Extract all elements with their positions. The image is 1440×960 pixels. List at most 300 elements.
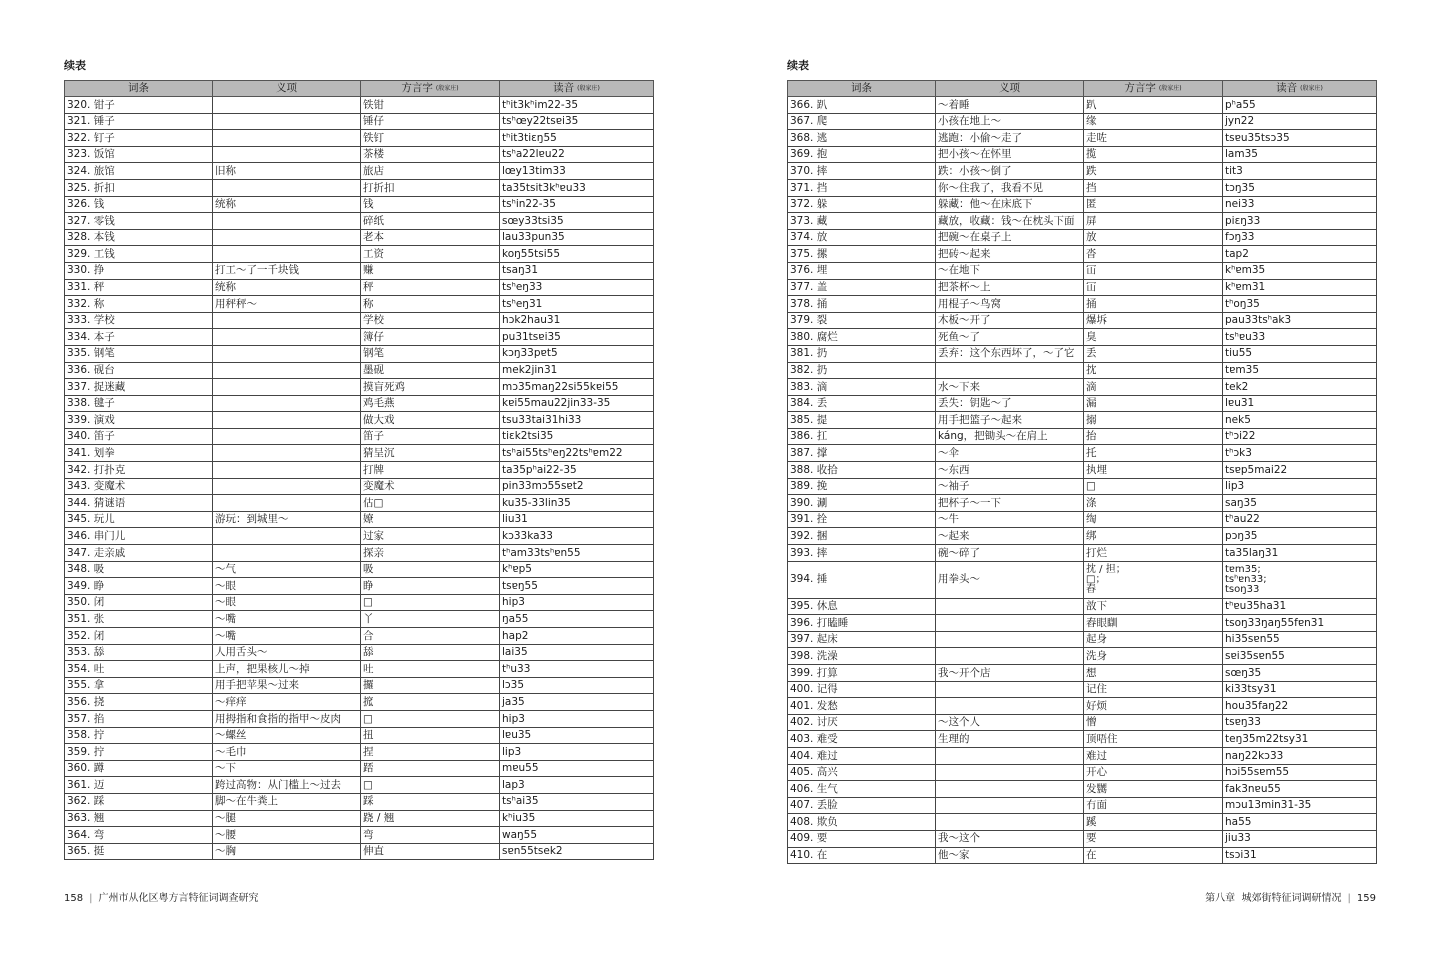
cell-pronunciation: tɔŋ35 bbox=[1223, 179, 1377, 196]
cell-dialect-char: 踎 bbox=[361, 760, 500, 777]
cell-entry: 407. 丢脸 bbox=[788, 797, 936, 814]
table-row bbox=[788, 847, 1377, 864]
continued-label: 续表 bbox=[787, 59, 809, 72]
cell-sense: 我～开个店 bbox=[936, 665, 1084, 682]
cell-pronunciation: tʰoŋ35 bbox=[1223, 296, 1377, 313]
cell-entry: 374. 放 bbox=[788, 229, 936, 246]
cell-sense: 用秤秤～ bbox=[213, 296, 361, 313]
cell-sense bbox=[936, 615, 1084, 632]
table-row bbox=[65, 345, 654, 362]
table-row bbox=[65, 262, 654, 279]
cell-dialect-char: 沓 bbox=[1084, 246, 1223, 263]
cell-entry: 398. 洗澡 bbox=[788, 648, 936, 665]
cell-dialect-char: 攞 bbox=[361, 677, 500, 694]
cell-entry: 395. 休息 bbox=[788, 598, 936, 615]
cell-dialect-char: 跌 bbox=[1084, 163, 1223, 180]
table-body bbox=[65, 97, 654, 860]
cell-sense bbox=[213, 229, 361, 246]
cell-sense: 把碗～在桌子上 bbox=[936, 229, 1084, 246]
cell-entry: 406. 生气 bbox=[788, 781, 936, 798]
cell-entry: 342. 打扑克 bbox=[65, 462, 213, 479]
cell-pronunciation: nei33 bbox=[1223, 196, 1377, 213]
cell-sense: 木板～开了 bbox=[936, 312, 1084, 329]
cell-pronunciation: naŋ22kɔ33 bbox=[1223, 747, 1377, 764]
cell-entry: 390. 涮 bbox=[788, 495, 936, 512]
cell-sense: 生理的 bbox=[936, 731, 1084, 748]
table-row bbox=[788, 97, 1377, 114]
table-row bbox=[65, 744, 654, 761]
cell-pronunciation: ja35 bbox=[500, 694, 654, 711]
book-title: 广州市从化区粤方言特征词调查研究 bbox=[98, 893, 259, 904]
cell-entry: 355. 拿 bbox=[65, 677, 213, 694]
cell-sense: ～牛 bbox=[936, 511, 1084, 528]
table-row bbox=[65, 594, 654, 611]
table-row bbox=[788, 545, 1377, 562]
cell-pronunciation: lɔ35 bbox=[500, 677, 654, 694]
cell-entry: 376. 埋 bbox=[788, 262, 936, 279]
header-pronunciation: 读音 (殷家庄) bbox=[1223, 81, 1377, 97]
cell-sense: ～腰 bbox=[213, 827, 361, 844]
table-row bbox=[65, 329, 654, 346]
cell-dialect-char: 旅店 bbox=[361, 163, 500, 180]
page-number: 158 bbox=[64, 893, 84, 904]
cell-sense: 我～这个 bbox=[936, 830, 1084, 847]
cell-sense bbox=[936, 631, 1084, 648]
table-row bbox=[65, 511, 654, 528]
table-row bbox=[788, 615, 1377, 632]
cell-entry: 365. 挺 bbox=[65, 843, 213, 860]
cell-dialect-char: 走咗 bbox=[1084, 130, 1223, 147]
table-row bbox=[65, 428, 654, 445]
cell-entry: 343. 变魔术 bbox=[65, 478, 213, 495]
table-row bbox=[65, 412, 654, 429]
cell-sense bbox=[936, 598, 1084, 615]
cell-entry: 339. 演戏 bbox=[65, 412, 213, 429]
cell-pronunciation: tʰu33 bbox=[500, 661, 654, 678]
cell-pronunciation: ku35-33lin35 bbox=[500, 495, 654, 512]
table-row bbox=[788, 561, 1377, 598]
cell-sense bbox=[213, 412, 361, 429]
table-row bbox=[788, 648, 1377, 665]
cell-pronunciation: tek2 bbox=[1223, 379, 1377, 396]
table-row bbox=[65, 628, 654, 645]
cell-entry: 387. 撑 bbox=[788, 445, 936, 462]
cell-dialect-char: 好烦 bbox=[1084, 698, 1223, 715]
table-row bbox=[788, 345, 1377, 362]
cell-pronunciation: tsʰɐu33 bbox=[1223, 329, 1377, 346]
cell-pronunciation: tʰɔk3 bbox=[1223, 445, 1377, 462]
cell-dialect-char: 冚 bbox=[1084, 262, 1223, 279]
cell-pronunciation: fak3nɐu55 bbox=[1223, 781, 1377, 798]
cell-sense: 逃跑：小偷～走了 bbox=[936, 130, 1084, 147]
cell-dialect-char: 洗身 bbox=[1084, 648, 1223, 665]
cell-pronunciation: kɐi55mau22jin33-35 bbox=[500, 395, 654, 412]
cell-dialect-char: 记住 bbox=[1084, 681, 1223, 698]
cell-dialect-char: 开心 bbox=[1084, 764, 1223, 781]
cell-sense bbox=[213, 329, 361, 346]
cell-entry: 354. 吐 bbox=[65, 661, 213, 678]
cell-sense: 把小孩～在怀里 bbox=[936, 146, 1084, 163]
cell-dialect-char: 敨下 bbox=[1084, 598, 1223, 615]
cell-pronunciation: hɔi55sɐm55 bbox=[1223, 764, 1377, 781]
cell-sense: 死鱼～了 bbox=[936, 329, 1084, 346]
cell-entry: 378. 捅 bbox=[788, 296, 936, 313]
cell-dialect-char: 挡 bbox=[1084, 179, 1223, 196]
cell-pronunciation: tap2 bbox=[1223, 246, 1377, 263]
table-row bbox=[788, 262, 1377, 279]
cell-dialect-char: 起身 bbox=[1084, 631, 1223, 648]
cell-dialect-char: 铁钉 bbox=[361, 130, 500, 147]
table-row bbox=[65, 379, 654, 396]
cell-sense bbox=[213, 445, 361, 462]
cell-entry: 386. 扛 bbox=[788, 428, 936, 445]
cell-entry: 397. 起床 bbox=[788, 631, 936, 648]
cell-dialect-char: 笛子 bbox=[361, 428, 500, 445]
cell-pronunciation: tɐm35 bbox=[1223, 362, 1377, 379]
table-row bbox=[65, 760, 654, 777]
cell-sense: 躲藏：他～在床底下 bbox=[936, 196, 1084, 213]
cell-entry: 392. 捆 bbox=[788, 528, 936, 545]
cell-pronunciation: kɔ33ka33 bbox=[500, 528, 654, 545]
cell-dialect-char: 嫽 bbox=[361, 511, 500, 528]
cell-dialect-char: 绑 bbox=[1084, 528, 1223, 545]
table-row bbox=[65, 777, 654, 794]
cell-dialect-char: 锤仔 bbox=[361, 113, 500, 130]
table-row bbox=[788, 598, 1377, 615]
cell-dialect-char: 猜呈沉 bbox=[361, 445, 500, 462]
table-row bbox=[788, 797, 1377, 814]
cell-pronunciation: tʰit3tiɛŋ55 bbox=[500, 130, 654, 147]
cell-dialect-char: 趴 bbox=[1084, 97, 1223, 114]
right-page bbox=[720, 0, 1440, 960]
cell-dialect-char: 睁 bbox=[361, 578, 500, 595]
cell-sense: káng，把锄头～在肩上 bbox=[936, 428, 1084, 445]
cell-pronunciation: kɔŋ33pɐt5 bbox=[500, 345, 654, 362]
cell-dialect-char: 绹 bbox=[1084, 511, 1223, 528]
table-header bbox=[65, 81, 654, 97]
header-entry: 词条 bbox=[65, 81, 213, 97]
table-row bbox=[788, 698, 1377, 715]
cell-entry: 396. 打瞌睡 bbox=[788, 615, 936, 632]
cell-entry: 358. 拧 bbox=[65, 727, 213, 744]
cell-sense: ～痒痒 bbox=[213, 694, 361, 711]
cell-pronunciation: hip3 bbox=[500, 594, 654, 611]
table-row bbox=[65, 561, 654, 578]
word-table-left bbox=[64, 80, 654, 860]
cell-entry: 359. 拧 bbox=[65, 744, 213, 761]
cell-dialect-char: □ bbox=[1084, 478, 1223, 495]
cell-pronunciation: hap2 bbox=[500, 628, 654, 645]
cell-entry: 351. 张 bbox=[65, 611, 213, 628]
cell-dialect-char: 鸡毛燕 bbox=[361, 395, 500, 412]
cell-dialect-char: 赚 bbox=[361, 262, 500, 279]
table-row bbox=[788, 665, 1377, 682]
cell-dialect-char: 伸直 bbox=[361, 843, 500, 860]
table-row bbox=[65, 611, 654, 628]
cell-pronunciation: sœŋ35 bbox=[1223, 665, 1377, 682]
cell-dialect-char: 扭 bbox=[361, 727, 500, 744]
cell-entry: 366. 趴 bbox=[788, 97, 936, 114]
cell-pronunciation: jyn22 bbox=[1223, 113, 1377, 130]
cell-sense: ～着睡 bbox=[936, 97, 1084, 114]
cell-pronunciation: sɐn55tsek2 bbox=[500, 843, 654, 860]
table-row bbox=[65, 196, 654, 213]
cell-entry: 361. 迈 bbox=[65, 777, 213, 794]
cell-dialect-char: 估□ bbox=[361, 495, 500, 512]
table-row bbox=[65, 694, 654, 711]
cell-dialect-char: 老本 bbox=[361, 229, 500, 246]
cell-dialect-char: 屏 bbox=[1084, 213, 1223, 230]
table-row bbox=[788, 312, 1377, 329]
table-row bbox=[65, 677, 654, 694]
cell-sense bbox=[213, 179, 361, 196]
cell-pronunciation: pu31tsɐi35 bbox=[500, 329, 654, 346]
cell-entry: 401. 发愁 bbox=[788, 698, 936, 715]
cell-dialect-char: 钢笔 bbox=[361, 345, 500, 362]
table-row bbox=[65, 246, 654, 263]
cell-entry: 409. 要 bbox=[788, 830, 936, 847]
header-sense: 义项 bbox=[213, 81, 361, 97]
cell-pronunciation: fɔŋ33 bbox=[1223, 229, 1377, 246]
cell-pronunciation: pɔŋ35 bbox=[1223, 528, 1377, 545]
cell-sense: ～胸 bbox=[213, 843, 361, 860]
page-number: 159 bbox=[1356, 893, 1376, 904]
table-row bbox=[65, 163, 654, 180]
cell-pronunciation: lip3 bbox=[500, 744, 654, 761]
cell-dialect-char: 难过 bbox=[1084, 747, 1223, 764]
table-row bbox=[65, 395, 654, 412]
cell-sense: 上声，把果核儿～掉 bbox=[213, 661, 361, 678]
cell-entry: 352. 闭 bbox=[65, 628, 213, 645]
header-dialect-char: 方言字 (殷家庄) bbox=[1084, 81, 1223, 97]
cell-pronunciation: tsɐp5mai22 bbox=[1223, 462, 1377, 479]
cell-sense bbox=[213, 246, 361, 263]
cell-entry: 384. 丢 bbox=[788, 395, 936, 412]
cell-entry: 380. 腐烂 bbox=[788, 329, 936, 346]
cell-dialect-char: 在 bbox=[1084, 847, 1223, 864]
table-row bbox=[65, 810, 654, 827]
cell-pronunciation: pin33mɔ55sɐt2 bbox=[500, 478, 654, 495]
table-row bbox=[788, 445, 1377, 462]
table-body bbox=[788, 97, 1377, 864]
cell-pronunciation: tʰɔi22 bbox=[1223, 428, 1377, 445]
table-row bbox=[788, 781, 1377, 798]
cell-entry: 356. 挠 bbox=[65, 694, 213, 711]
cell-sense: ～东西 bbox=[936, 462, 1084, 479]
cell-dialect-char: 搦 bbox=[1084, 412, 1223, 429]
cell-pronunciation: lam35 bbox=[1223, 146, 1377, 163]
cell-dialect-char: 打烂 bbox=[1084, 545, 1223, 562]
table-row bbox=[788, 163, 1377, 180]
cell-entry: 373. 藏 bbox=[788, 213, 936, 230]
table-row bbox=[65, 661, 654, 678]
table-row bbox=[65, 179, 654, 196]
cell-entry: 394. 捶 bbox=[788, 561, 936, 598]
cell-dialect-char: 墨砚 bbox=[361, 362, 500, 379]
table-row bbox=[788, 478, 1377, 495]
cell-pronunciation: lap3 bbox=[500, 777, 654, 794]
cell-sense bbox=[936, 781, 1084, 798]
table-row bbox=[65, 113, 654, 130]
cell-sense: 碗～碎了 bbox=[936, 545, 1084, 562]
cell-entry: 382. 扔 bbox=[788, 362, 936, 379]
cell-dialect-char: 捅 bbox=[1084, 296, 1223, 313]
table-row bbox=[65, 362, 654, 379]
table-row bbox=[65, 312, 654, 329]
cell-entry: 323. 饭馆 bbox=[65, 146, 213, 163]
cell-pronunciation: lɐu35 bbox=[500, 727, 654, 744]
cell-sense: ～嘴 bbox=[213, 628, 361, 645]
table-row bbox=[788, 146, 1377, 163]
cell-pronunciation: tsɐŋ55 bbox=[500, 578, 654, 595]
cell-entry: 393. 摔 bbox=[788, 545, 936, 562]
cell-dialect-char: 做大戏 bbox=[361, 412, 500, 429]
cell-entry: 322. 钉子 bbox=[65, 130, 213, 147]
cell-entry: 408. 欺负 bbox=[788, 814, 936, 831]
table-row bbox=[788, 495, 1377, 512]
cell-entry: 389. 挽 bbox=[788, 478, 936, 495]
cell-sense bbox=[213, 345, 361, 362]
table-row bbox=[788, 329, 1377, 346]
cell-dialect-char: 蹊 bbox=[1084, 814, 1223, 831]
cell-sense: 脚～在牛粪上 bbox=[213, 793, 361, 810]
cell-pronunciation: tɐm35; tsʰɐn33; tsoŋ33 bbox=[1223, 561, 1377, 598]
cell-entry: 377. 盖 bbox=[788, 279, 936, 296]
table-row bbox=[65, 528, 654, 545]
table-row bbox=[788, 296, 1377, 313]
cell-dialect-char: 匿 bbox=[1084, 196, 1223, 213]
table-row bbox=[65, 296, 654, 313]
table-row bbox=[788, 362, 1377, 379]
table-row bbox=[788, 246, 1377, 263]
cell-pronunciation: lœy13tim33 bbox=[500, 163, 654, 180]
cell-pronunciation: lai35 bbox=[500, 644, 654, 661]
cell-pronunciation: tsaŋ31 bbox=[500, 262, 654, 279]
cell-entry: 347. 走亲戚 bbox=[65, 545, 213, 562]
cell-sense bbox=[213, 428, 361, 445]
table-row bbox=[788, 528, 1377, 545]
cell-sense: 用手把篮子～起来 bbox=[936, 412, 1084, 429]
table-row bbox=[788, 229, 1377, 246]
cell-sense: ～袖子 bbox=[936, 478, 1084, 495]
cell-dialect-char: 踩 bbox=[361, 793, 500, 810]
cell-sense bbox=[936, 747, 1084, 764]
cell-dialect-char: □ bbox=[361, 777, 500, 794]
table-row bbox=[65, 843, 654, 860]
cell-sense bbox=[213, 495, 361, 512]
cell-sense: ～毛巾 bbox=[213, 744, 361, 761]
cell-sense bbox=[936, 362, 1084, 379]
cell-pronunciation: tsʰai35 bbox=[500, 793, 654, 810]
cell-pronunciation: liu31 bbox=[500, 511, 654, 528]
cell-dialect-char: 顶唔住 bbox=[1084, 731, 1223, 748]
cell-entry: 333. 学校 bbox=[65, 312, 213, 329]
cell-dialect-char: 丢 bbox=[1084, 345, 1223, 362]
table-row bbox=[65, 462, 654, 479]
cell-sense bbox=[213, 379, 361, 396]
cell-entry: 372. 躲 bbox=[788, 196, 936, 213]
cell-entry: 335. 钢笔 bbox=[65, 345, 213, 362]
cell-dialect-char: 吐 bbox=[361, 661, 500, 678]
cell-entry: 321. 锤子 bbox=[65, 113, 213, 130]
cell-dialect-char: 搲 bbox=[361, 694, 500, 711]
cell-sense: 统称 bbox=[213, 279, 361, 296]
table-row bbox=[65, 710, 654, 727]
cell-sense: 把杯子～一下 bbox=[936, 495, 1084, 512]
table-row bbox=[65, 229, 654, 246]
cell-dialect-char: 漏 bbox=[1084, 395, 1223, 412]
cell-pronunciation: tsɔi31 bbox=[1223, 847, 1377, 864]
cell-sense: 用拇指和食指的指甲～皮肉 bbox=[213, 710, 361, 727]
cell-pronunciation: hɔk2hau31 bbox=[500, 312, 654, 329]
cell-pronunciation: tsu33tai31hi33 bbox=[500, 412, 654, 429]
table-row bbox=[65, 130, 654, 147]
cell-pronunciation: tiu55 bbox=[1223, 345, 1377, 362]
cell-pronunciation: ta35laŋ31 bbox=[1223, 545, 1377, 562]
cell-pronunciation: pʰa55 bbox=[1223, 97, 1377, 114]
table-row bbox=[788, 379, 1377, 396]
cell-dialect-char: 茶楼 bbox=[361, 146, 500, 163]
table-row bbox=[65, 495, 654, 512]
cell-dialect-char: 变魔术 bbox=[361, 478, 500, 495]
table-row bbox=[788, 130, 1377, 147]
word-table-right bbox=[787, 80, 1377, 864]
table-row bbox=[788, 747, 1377, 764]
cell-sense bbox=[936, 764, 1084, 781]
cell-sense: 用手把苹果～过来 bbox=[213, 677, 361, 694]
cell-sense bbox=[213, 113, 361, 130]
cell-dialect-char: 要 bbox=[1084, 830, 1223, 847]
cell-sense: ～在地下 bbox=[936, 262, 1084, 279]
cell-entry: 363. 翘 bbox=[65, 810, 213, 827]
table-row bbox=[65, 727, 654, 744]
cell-pronunciation: tiɛk2tsi35 bbox=[500, 428, 654, 445]
table-row bbox=[788, 764, 1377, 781]
cell-entry: 337. 捉迷藏 bbox=[65, 379, 213, 396]
table-row bbox=[788, 279, 1377, 296]
cell-entry: 327. 零钱 bbox=[65, 213, 213, 230]
cell-pronunciation: nek5 bbox=[1223, 412, 1377, 429]
table-row bbox=[788, 428, 1377, 445]
cell-pronunciation: ha55 bbox=[1223, 814, 1377, 831]
cell-dialect-char: 舂眼瞓 bbox=[1084, 615, 1223, 632]
cell-entry: 336. 砚台 bbox=[65, 362, 213, 379]
cell-sense: ～伞 bbox=[936, 445, 1084, 462]
cell-dialect-char: 丫 bbox=[361, 611, 500, 628]
cell-dialect-char: 抌 / 担； □； 舂 bbox=[1084, 561, 1223, 598]
cell-pronunciation: mek2jin31 bbox=[500, 362, 654, 379]
cell-entry: 360. 蹲 bbox=[65, 760, 213, 777]
footer-left: 158 | 广州市从化区粤方言特征词调查研究 bbox=[64, 893, 259, 904]
cell-dialect-char: 铁钳 bbox=[361, 97, 500, 114]
cell-entry: 402. 讨厌 bbox=[788, 714, 936, 731]
cell-entry: 362. 踩 bbox=[65, 793, 213, 810]
cell-entry: 370. 摔 bbox=[788, 163, 936, 180]
cell-pronunciation: jiu33 bbox=[1223, 830, 1377, 847]
cell-pronunciation: mɔu13min31-35 bbox=[1223, 797, 1377, 814]
cell-entry: 324. 旅馆 bbox=[65, 163, 213, 180]
cell-entry: 383. 滴 bbox=[788, 379, 936, 396]
cell-sense: 跨过高物：从门槛上～过去 bbox=[213, 777, 361, 794]
cell-sense: ～眼 bbox=[213, 594, 361, 611]
table-row bbox=[65, 478, 654, 495]
table-row bbox=[65, 146, 654, 163]
cell-pronunciation: kʰɐm35 bbox=[1223, 262, 1377, 279]
header-sense: 义项 bbox=[936, 81, 1084, 97]
cell-pronunciation: tsɐu35tsɔ35 bbox=[1223, 130, 1377, 147]
table-row bbox=[788, 395, 1377, 412]
chapter-label: 第八章 bbox=[1205, 893, 1236, 904]
